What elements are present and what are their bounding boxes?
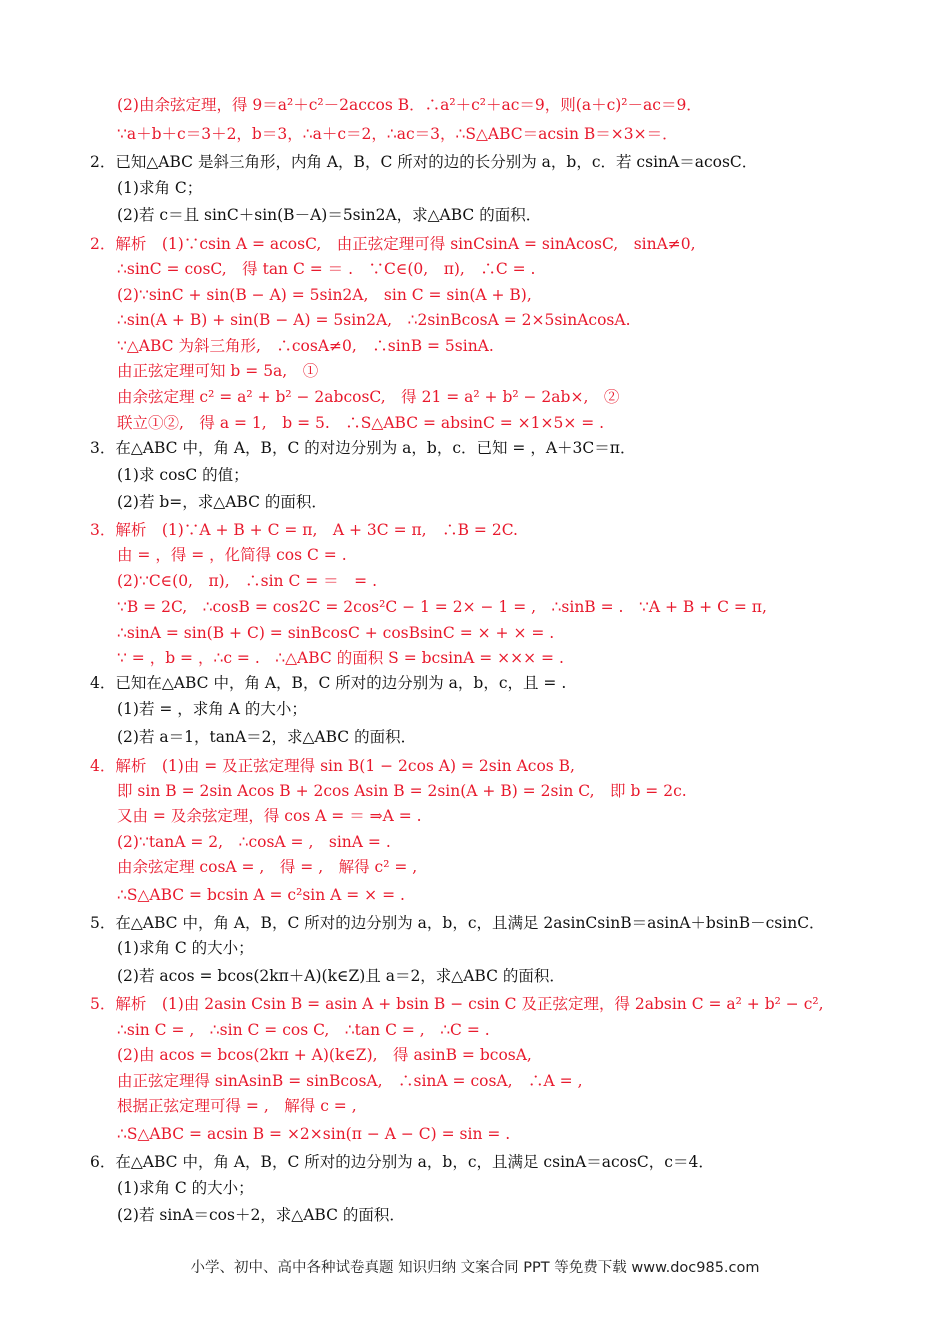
- problem-4-statement: 4．已知在△ABC 中，角 A，B，C 所对的边分别为 a，b，c，且 = .: [90, 674, 567, 692]
- page-footer: 小学、初中、高中各种试卷真题 知识归纳 文案合同 PPT 等免费下载 www.doc985.com: [190, 1260, 760, 1276]
- text-line: 由正弦定理可知 b = 5a, ①: [117, 362, 319, 380]
- text-line: (1)若 = ，求角 A 的大小；: [117, 700, 307, 718]
- text-line: (1)求 cosC 的值；: [117, 466, 249, 484]
- text-line: (2)由余弦定理，得 9＝a²＋c²－2accos B．∴a²＋c²＋ac＝9，则(a＋c)²－ac＝9．: [117, 96, 702, 114]
- text-line: (1)求角 C 的大小；: [117, 1179, 254, 1197]
- problem-3-solution: 3．解析 (1)∵A + B + C = π, A + 3C = π, ∴B = 2C.: [90, 521, 518, 539]
- problem-2-statement: 2．已知△ABC 是斜三角形，内角 A，B，C 所对的边的长分别为 a，b，c．若 csinA＝acosC．: [90, 153, 758, 171]
- problem-3-statement: 3．在△ABC 中，角 A，B，C 的对边分别为 a，b，c．已知 = ，A＋3C＝π．: [90, 439, 636, 457]
- text-line: ∴S△ABC = acsin B = ×2×sin(π − A − C) = sin = .: [117, 1125, 511, 1143]
- problem-4-solution: 4．解析 (1)由 = 及正弦定理得 sin B(1 − 2cos A) = 2sin Acos B,: [90, 757, 575, 775]
- text-line: (2)∵sinC + sin(B − A) = 5sin2A, sin C = sin(A + B),: [117, 286, 532, 304]
- problem-6-statement: 6．在△ABC 中，角 A，B，C 所对的边分别为 a，b，c，且满足 csinA＝acosC，c＝4．: [90, 1153, 714, 1171]
- text-line: (2)由 acos = bcos(2kπ + A)(k∈Z), 得 asinB = bcosA,: [117, 1046, 532, 1064]
- text-line: ∴sinA = sin(B + C) = sinBcosC + cosBsinC = × + × = .: [117, 624, 555, 642]
- text-line: 联立①②, 得 a = 1, b = 5. ∴S△ABC = absinC = ×1×5× = .: [117, 414, 605, 432]
- text-line: 又由 = 及余弦定理，得 cos A = ＝ ⇒A = .: [117, 807, 422, 825]
- problem-5-solution: 5．解析 (1)由 2asin Csin B = asin A + bsin B − csin C 及正弦定理，得 2absin C = a² + b² − c²,: [90, 995, 824, 1013]
- text-line: (2)若 acos = bcos(2kπ＋A)(k∈Z)且 a＝2，求△ABC 的面积．: [117, 967, 565, 985]
- text-line: (2)若 b=，求△ABC 的面积．: [117, 493, 327, 511]
- text-line: (2)若 a＝1，tanA＝2，求△ABC 的面积．: [117, 728, 417, 746]
- text-line: (1)求角 C 的大小；: [117, 939, 254, 957]
- text-line: 根据正弦定理可得 = , 解得 c = ,: [117, 1097, 357, 1115]
- text-line: (1)求角 C；: [117, 179, 203, 197]
- problem-5-statement: 5．在△ABC 中，角 A，B，C 所对的边分别为 a，b，c，且满足 2asinCsinB＝asinA＋bsinB－csinC．: [90, 914, 825, 932]
- text-line: (2)若 sinA＝cos＋2，求△ABC 的面积．: [117, 1206, 405, 1224]
- text-line: ∵B = 2C, ∴cosB = cos2C = 2cos²C − 1 = 2× − 1 = , ∴sinB = . ∵A + B + C = π,: [117, 598, 767, 616]
- text-line: 即 sin B = 2sin Acos B + 2cos Asin B = 2sin(A + B) = 2sin C, 即 b = 2c.: [117, 782, 687, 800]
- text-line: ∵ = ，b = ，∴c = . ∴△ABC 的面积 S = bcsinA = ××× = .: [117, 649, 564, 667]
- text-line: ∵a＋b＋c＝3＋2，b＝3，∴a＋c＝2，∴ac＝3，∴S△ABC＝acsin B＝×3×＝．: [117, 125, 678, 143]
- text-line: ∴S△ABC = bcsin A = c²sin A = × = .: [117, 886, 405, 904]
- text-line: (2)∵C∈(0, π), ∴sin C = ＝ = .: [117, 572, 378, 590]
- text-line: ∴sinC = cosC, 得 tan C = ＝ . ∵C∈(0, π), ∴C = .: [117, 260, 536, 278]
- text-line: 由余弦定理 cosA = , 得 = , 解得 c² = ,: [117, 858, 418, 876]
- text-line: ∴sin(A + B) + sin(B − A) = 5sin2A, ∴2sinBcosA = 2×5sinAcosA.: [117, 311, 631, 329]
- text-line: 由正弦定理得 sinAsinB = sinBcosA, ∴sinA = cosA, ∴A = ,: [117, 1072, 583, 1090]
- text-line: ∴sin C = , ∴sin C = cos C, ∴tan C = , ∴C = .: [117, 1021, 490, 1039]
- text-line: (2)若 c＝且 sinC＋sin(B－A)＝5sin2A，求△ABC 的面积．: [117, 206, 542, 224]
- text-line: (2)∵tanA = 2, ∴cosA = , sinA = .: [117, 833, 391, 851]
- text-line: 由 = ，得 = ，化简得 cos C = .: [117, 546, 347, 564]
- text-line: ∵△ABC 为斜三角形, ∴cosA≠0, ∴sinB = 5sinA.: [117, 337, 494, 355]
- text-line: 由余弦定理 c² = a² + b² − 2abcosC, 得 21 = a² + b² − 2ab×, ②: [117, 388, 620, 406]
- problem-2-solution: 2．解析 (1)∵csin A = acosC, 由正弦定理可得 sinCsinA = sinAcosC, sinA≠0,: [90, 235, 696, 253]
